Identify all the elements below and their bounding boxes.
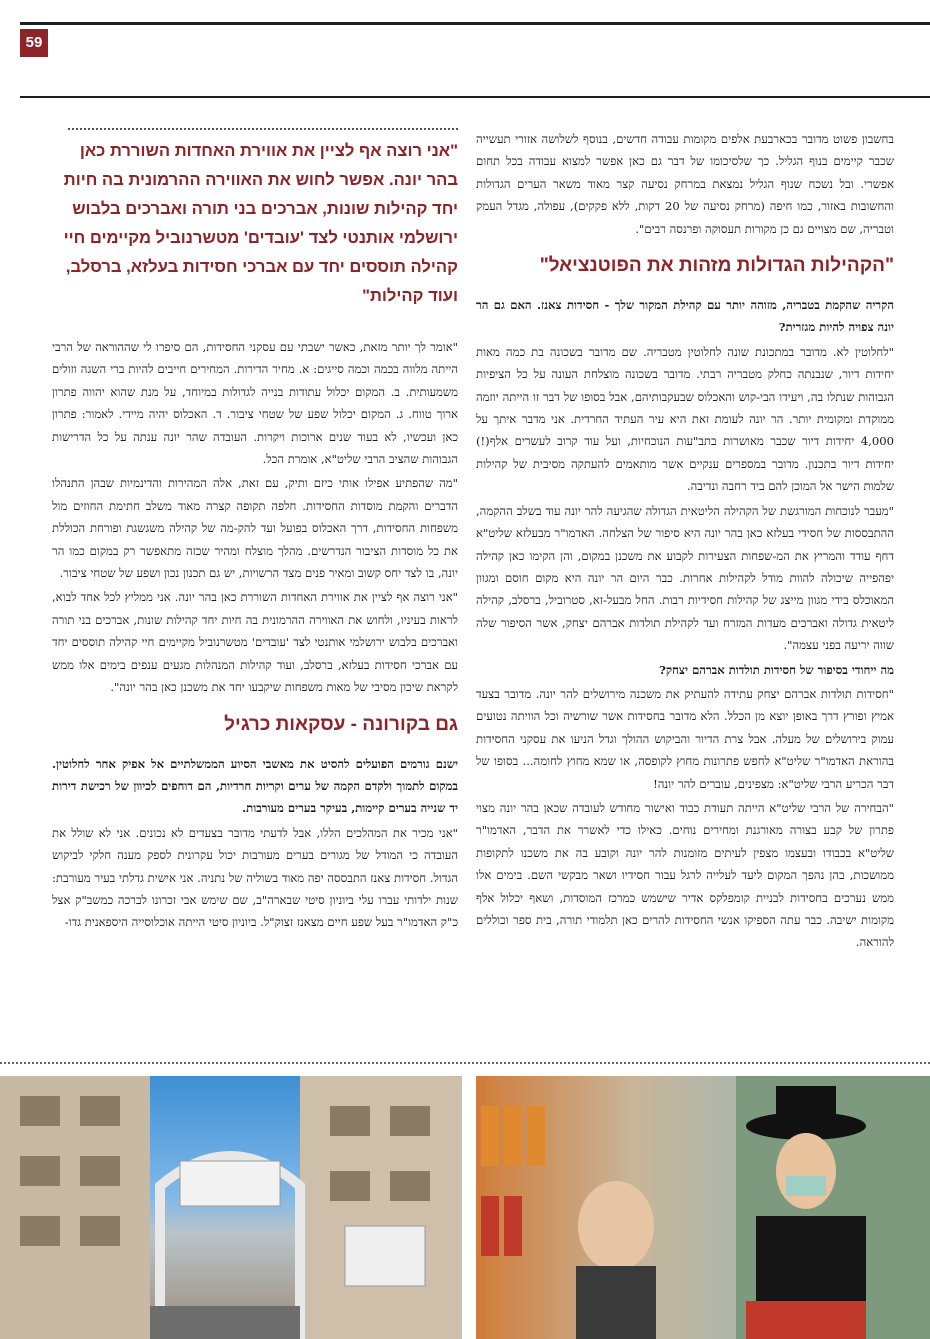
page-number: 59	[20, 29, 48, 57]
left-paragraph-3: "אני רוצה אף לציין את אווירת האחדות השוררת כאן בהר יונה. אני ממליץ לכל אחד לבוא, לראות בעיניו, ולחוש את האווירה ההרמונית בה חיות יחד קהילות שונות, אברכים בני תורה ואברכים בלבוש ירושלמי אותנטי לצד 'עובדים' מטשרנוביל מקיימים חיי קהילה תוססים יחד עם אברכי חסידות בעלזא, ברסלב, ועוד קהילות המנהלות מגעים ענפים בימים אלו ממש לקראת שיכון מסיבי של מאות משפחות שיקבעו יחד את משכנן כאן בהר יונה".	[52, 590, 458, 695]
left-paragraph-1: "אומר לך יותר מזאת, כאשר ישבתי עם עסקני החסידות, הם סיפרו לי שההוראה של הרבי הייתה מלווה בכמה וכמה סייגים: א. מחיר הדירות. המחירים חייבים להיות ברי השגה וזולים משמעותית. ב. המקום יכלול עתודות בנייה לגדולות במיוחד, על מנת שהוא יהווה פתרון ארוך טווח. ג. המקום יכלול שפע של שטחי ציבור. ד. האכלוס יהיה מיידי. לאמור: פתרון כאן ועכשיו, לא בעוד שנים ארוכות ויקרות. העובדה שהר יונה ענתה על כל הדרישות הגבוהות שהציב הרבי שליט"א, אומרת הכל.	[52, 340, 458, 467]
right-intro-paragraph: בחשבון פשוט מדובר בכארבעת אלפים מקומות עבודה חדשים, בנוסף לשלושה אזורי תעשייה שכבר קיימים בנוף הגליל. כך שלסיכומו של דבר גם כאן אפשר למצוא עבודה בכל תחום אפשרי. ובל נשכח שנוף הגליל נמצאת במרחק נסיעה קצר מאוד משאר הערים הגדולות והחשובות באזור, כמו חיפה (מרחק נסיעה של 20 דקות, ללא פקקים), עפולה, מגדל העמק וטבריה, שם מצויים גם כן מקורות תעסוקה ופרנסה רבים".	[476, 132, 894, 236]
photo-divider	[0, 1062, 930, 1064]
left-paragraph-2: "מה שהפתיע אפילו אותי כיזם ותיק, עם זאת, אלה המהירות והדינמיות שבהן התנהלו הדברים והקמת מוסדות החסידות. חלפה תקופה קצרה מאוד משלב חתימת החוזים מול משפחות החסידות, דרך האכלוס בפועל ועד להק-מה של קהילה משגשגת ופורחת הכוללת את כל מוסדות הציבור הנדרשים. מהלך מוצלח ומהיר שכזה מתאפשר רק במקום כמו הר יונה, בו לצד יחס קשוב ומאיר פנים מצד הרשויות, יש גם תכנון נכון ושפע של שטחי ציבור.	[52, 476, 458, 581]
header-top-rule	[20, 22, 930, 25]
left-section-heading: גם בקורונה - עסקאות כרגיל	[224, 713, 458, 735]
left-column	[52, 128, 458, 936]
supermarket-illustration	[476, 1076, 930, 1339]
right-paragraph-2: "מעבר לנוכחות המורגשת של הקהילה הליטאית הגדולה שהגיעה להר יונה עוד בשלב ההקמה, ההתבססות של חסידי בעלזא כאן בהר יונה היא סיפור של הצלחה. האדמו"ר מבעלזא שליט"א דחף עודד והמריץ את המ-שפחות הצעירות לקבוע את משכנן במקום, והן הקימו כאן קהילה יפהפייה שיכולה להוות מודל לקהילות אחרות. כבר היום הר יונה היא מקום חוסם ומגוון המאוכלס בידי מגוון מייצג של קהילות חסידיות רבות. החל מבעל-זא, סטרוביל, ברסלב, קהילה ליטאית גדולה ואברכים מעדות המזרח ועד לקהילת תולדות אברהם יצחק, אשר הסיפור שלה שווה יריעה בפני עצמה".	[476, 503, 894, 653]
right-column	[476, 128, 894, 956]
pull-quote: "אני רוצה אף לציין את אווירת האחדות השוררת כאן בהר יונה. אפשר לחוש את האווירה ההרמונית בה חיות יחד קהילות שונות, אברכים בני תורה ואברכים בלבוש ירושלמי אותנטי לצד 'עובדים' מטשרנוביל מקיימים חיי קהילה תוססים יחד עם אברכי חסידות בעלזא, ברסלב, ועוד קהילות"	[63, 141, 458, 305]
photo-neighborhood-gate	[0, 1076, 462, 1339]
left-paragraph-4: "אני מכיר את המהלכים הללו, אבל לדעתי מדובר בצעדים לא נכונים. אני לא שולל את העובדה כי המודל של מגורים בערים מעורבות יכול עקרונית לספק מענה חלקי לביקוש הגדול. חסידות צאנז התבססה יפה מאוד בשוליה של נתניה. אני אישית גדלתי בעיר מעורבת: שנות ילדותי עברו עלי ביוניון סיטי שבארה"ב, שם שימש אבי זכרונו לברכה כמשב"ק אצל כ"ק האדמו"ר בעל שפע חיים מצאנז זצוק"ל. ביוניון סיטי הייתה אוכלוסייה היספאנית גדו-	[52, 825, 458, 930]
right-paragraph-1: "לחלוטין לא. מדובר במתכונת שונה לחלוטין מטבריה. שם מדובר בשכונה בת כמה מאות יחידות דיור, שנבנתה כחלק מטבריה רבתי. מדובר בשכונה מוצלחת העונה על כל הציפיות הגבוהות שנתלו בה, ויעידו הבי-קוש והאכלוס שבעקבותיהם, אבל בסופו של דבר זו הייתה יוזמה ממוקדת ומקומית יותר. הר יונה לעומת זאת היא עיר העתיד החרדית. אני מדבר איתך על 4,000 יחידות דיור שכבר מאושרות בתב"עות הנוכחיות, ועל עוד קרוב לעשרים אלף(!) יחידות דיור בתכנון. מדובר במספרים ענקיים אשר מותאמים להעתקה מסיבית של קהילות שלמות הישר אל המוכן להם ביד רחבה ונדיבה.	[476, 344, 894, 494]
right-paragraph-4: "הבחירה של הרבי שליט"א הייתה תעודת כבוד ואישור מחודש לעובדה שכאן בהר יונה מצוי פתרון של קבע בצורה מאורגנת ומחירים נוחים. כאילו כדי לאשרר את הדבר, האדמו"ר שליט"א בכבודו ובעצמו מצפין לעיתים מזומנות להר יונה וקובע בה את משכנו לתקופות ממושכות, בהן נהפך המקום ליעד לעלייה לרגל עבור חסידיו ושאר מבקשי השם. בימים אלו ממש נערכים בחסידות לבניית קומפלקס אדיר שישמש כמרכז המוסדות, ושאף יכלול אלף מקומות ישיבה. כבר עתה הספיקו אנשי החסידות להרים כאן תלמודי תורה, בית ספר וכוללים להוראה.	[476, 800, 894, 950]
photo-supermarket-shopper	[476, 1076, 930, 1339]
building-gate-illustration	[0, 1076, 462, 1339]
right-section-heading: "הקהילות הגדולות מזהות את הפוטנציאל"	[539, 255, 894, 277]
interview-question: ישנם גורמים הפועלים להסיט את מאשבי הסיוע הממשלתיים אל אפיק אחר לחלוטין. במקום לתמוך ולקדם הקמה של ערים וקריות חרדיות, הם דוחפים לכיוון של רכישת דירות יד שנייה בערים קיימות, בעיקר בערים מעורבות.	[52, 756, 458, 816]
interview-question: מה ייחודי בסיפור של חסידות תולדות אברהם יצחק?	[659, 662, 894, 677]
header-bottom-rule	[20, 96, 930, 98]
right-paragraph-3: "חסידות תולדות אברהם יצחק עתידה להעתיק את משכנה מירושלים להר יונה. מדובר בצעד אמיץ ופורץ דרך באופן יוצא מן הכלל. הלא מדובר בחסידות אשר שורשיה וכל הוויתה נטועים עמוק בירושלים של מעלה. אבל צרת הדיור והביקוש ההולך וגדל הניעו את עסקני החסידות בהוראת האדמו"ר שליט"א לחפש פתרונות מחוץ לקופסה, או שמא מחוץ לחומה... בסופו של דבר הכריע הרבי שליט"א: מצפינים, עוברים להר יונה!	[476, 686, 894, 791]
interview-question: הקריה שהקמת בטבריה, מזוהה יותר עם קהילת המקור שלך - חסידות צאנז. האם גם הר יונה צפויה להיות מגזרית?	[476, 298, 894, 335]
pull-quote-divider	[68, 128, 458, 130]
